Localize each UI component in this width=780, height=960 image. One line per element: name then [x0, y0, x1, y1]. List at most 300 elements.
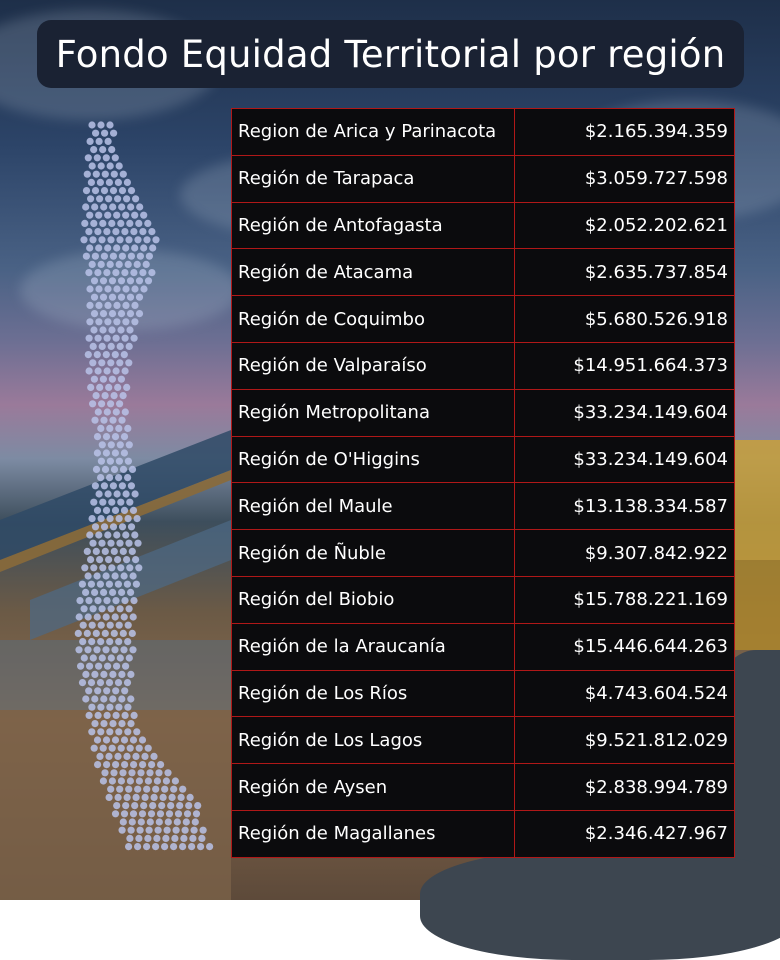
map-dot [92, 482, 99, 489]
map-dot [95, 663, 102, 670]
map-dot [96, 490, 103, 497]
map-dot [97, 704, 104, 711]
map-dot [113, 712, 120, 719]
map-dot [97, 679, 104, 686]
region-amount: $33.234.149.604 [515, 436, 735, 483]
map-dot [93, 466, 100, 473]
map-dot [97, 474, 104, 481]
map-dot [126, 605, 133, 612]
map-dot [98, 400, 105, 407]
map-dot [90, 499, 97, 506]
map-dot [146, 253, 153, 260]
map-dot [85, 269, 92, 276]
map-dot [127, 695, 134, 702]
map-dot [108, 654, 115, 661]
map-dot [129, 466, 136, 473]
map-dot [109, 294, 116, 301]
map-dot [103, 687, 110, 694]
map-dot [84, 630, 91, 637]
table-row [232, 764, 735, 811]
map-dot [99, 564, 106, 571]
map-dot [103, 507, 110, 514]
map-dot [106, 121, 113, 128]
map-dot [94, 351, 101, 358]
map-dot [99, 343, 106, 350]
map-dot [100, 695, 107, 702]
table-row [232, 155, 735, 202]
map-dot [122, 335, 129, 342]
map-dot [116, 786, 123, 793]
region-name: Región de Atacama [232, 249, 515, 296]
map-dot [111, 548, 118, 555]
map-dot [163, 777, 170, 784]
map-dot [110, 523, 117, 530]
map-dot [113, 367, 120, 374]
map-dot [104, 367, 111, 374]
region-amount: $2.165.394.359 [515, 109, 735, 156]
map-dot [120, 466, 127, 473]
map-dot [100, 777, 107, 784]
map-dot [86, 212, 93, 219]
map-dot [145, 777, 152, 784]
map-dot [129, 548, 136, 555]
map-dot [122, 212, 129, 219]
map-dot [102, 171, 109, 178]
map-dot [95, 302, 102, 309]
map-dot [120, 171, 127, 178]
region-name: Región de Los Lagos [232, 717, 515, 764]
map-dot [88, 179, 95, 186]
map-dot [104, 318, 111, 325]
map-dot [123, 490, 130, 497]
map-dot [111, 646, 118, 653]
map-dot [154, 777, 161, 784]
map-dot [110, 482, 117, 489]
map-dot [127, 203, 134, 210]
map-dot [93, 171, 100, 178]
map-dot [113, 802, 120, 809]
region-name: Región de Magallanes [232, 810, 515, 857]
map-dot [105, 195, 112, 202]
map-dot [118, 745, 125, 752]
map-dot [116, 261, 123, 268]
map-dot [90, 220, 97, 227]
map-dot [95, 244, 102, 251]
map-dot [100, 417, 107, 424]
map-dot [96, 556, 103, 563]
map-dot [126, 499, 133, 506]
map-dot [98, 458, 105, 465]
map-dot [109, 695, 116, 702]
map-dot [130, 810, 137, 817]
map-dot [84, 646, 91, 653]
map-dot [147, 818, 154, 825]
map-dot [152, 236, 159, 243]
map-dot [138, 818, 145, 825]
map-dot [116, 515, 123, 522]
map-dot [113, 244, 120, 251]
map-dot [79, 679, 86, 686]
map-dot [113, 212, 120, 219]
map-dot [146, 827, 153, 834]
map-dot [110, 187, 117, 194]
map-dot [172, 777, 179, 784]
map-dot [131, 712, 138, 719]
map-dot [101, 253, 108, 260]
map-dot [118, 203, 125, 210]
map-dot [89, 359, 96, 366]
map-dot [96, 753, 103, 760]
map-dot [94, 507, 101, 514]
map-dot [131, 244, 138, 251]
map-dot [198, 835, 205, 842]
map-dot [109, 745, 116, 752]
map-dot [116, 359, 123, 366]
map-dot [107, 458, 114, 465]
map-dot [110, 130, 117, 137]
map-dot [106, 728, 113, 735]
region-name: Región Metropolitana [232, 389, 515, 436]
map-dot [97, 638, 104, 645]
map-dot [179, 843, 186, 850]
map-dot [86, 367, 93, 374]
map-dot [122, 408, 129, 415]
map-dot [99, 220, 106, 227]
region-amount: $14.951.664.373 [515, 342, 735, 389]
region-amount: $33.234.149.604 [515, 389, 735, 436]
map-dot [187, 794, 194, 801]
map-dot [112, 613, 119, 620]
map-dot [108, 564, 115, 571]
map-dot [127, 671, 134, 678]
map-dot [121, 810, 128, 817]
map-dot [109, 376, 116, 383]
map-dot [106, 638, 113, 645]
map-dot [86, 302, 93, 309]
map-dot [104, 285, 111, 292]
map-dot [83, 187, 90, 194]
map-dot [89, 622, 96, 629]
map-dot [128, 769, 135, 776]
map-dot [100, 203, 107, 210]
map-dot [94, 761, 101, 768]
map-dot [93, 646, 100, 653]
map-dot [128, 187, 135, 194]
map-dot [118, 671, 125, 678]
map-dot [105, 138, 112, 145]
map-dot [200, 827, 207, 834]
map-dot [88, 728, 95, 735]
map-dot [109, 417, 116, 424]
map-dot [109, 589, 116, 596]
map-dot [173, 827, 180, 834]
region-name: Región de Aysen [232, 764, 515, 811]
map-dot [111, 630, 118, 637]
map-dot [96, 195, 103, 202]
map-dot [192, 818, 199, 825]
map-dot [133, 794, 140, 801]
map-dot [90, 146, 97, 153]
map-dot [122, 285, 129, 292]
map-dot [97, 425, 104, 432]
map-dot [125, 786, 132, 793]
map-dot [134, 540, 141, 547]
map-dot [93, 630, 100, 637]
map-dot [115, 728, 122, 735]
map-dot [83, 253, 90, 260]
map-dot [101, 769, 108, 776]
map-dot [98, 622, 105, 629]
map-dot [104, 212, 111, 219]
map-dot [127, 310, 134, 317]
map-dot [100, 720, 107, 727]
map-dot [135, 564, 142, 571]
map-dot [113, 663, 120, 670]
map-dot [82, 589, 89, 596]
map-dot [112, 810, 119, 817]
map-dot [121, 687, 128, 694]
map-dot [118, 376, 125, 383]
map-dot [127, 777, 134, 784]
map-dot [120, 548, 127, 555]
map-dot [117, 654, 124, 661]
map-dot [105, 384, 112, 391]
map-dot [88, 679, 95, 686]
map-dot [112, 269, 119, 276]
map-dot [120, 392, 127, 399]
map-dot [96, 384, 103, 391]
map-dot [110, 253, 117, 260]
table-row [232, 249, 735, 296]
map-dot [77, 663, 84, 670]
map-dot [94, 687, 101, 694]
map-dot [157, 761, 164, 768]
map-dot [135, 835, 142, 842]
map-dot [153, 835, 160, 842]
table-row [232, 670, 735, 717]
map-dot [90, 564, 97, 571]
map-dot [174, 818, 181, 825]
map-dot [125, 515, 132, 522]
map-dot [121, 761, 128, 768]
map-dot [115, 179, 122, 186]
map-dot [139, 269, 146, 276]
map-dot [89, 162, 96, 169]
map-dot [121, 736, 128, 743]
map-dot [95, 367, 102, 374]
map-dot [107, 786, 114, 793]
map-dot [108, 326, 115, 333]
map-dot [94, 154, 101, 161]
map-dot [130, 269, 137, 276]
map-dot [141, 753, 148, 760]
map-dot [109, 777, 116, 784]
title-banner [37, 20, 744, 88]
map-dot [113, 335, 120, 342]
map-dot [116, 458, 123, 465]
map-dot [127, 294, 134, 301]
map-dot [85, 228, 92, 235]
map-dot [94, 572, 101, 579]
map-dot [142, 794, 149, 801]
map-dot [117, 441, 124, 448]
map-dot [120, 646, 127, 653]
map-dot [105, 490, 112, 497]
table-row [232, 623, 735, 670]
map-dot [108, 343, 115, 350]
map-dot [167, 802, 174, 809]
map-dot [109, 310, 116, 317]
map-dot [123, 195, 130, 202]
map-dot [75, 646, 82, 653]
map-dot [121, 433, 128, 440]
region-amount: $15.446.644.263 [515, 623, 735, 670]
map-dot [85, 351, 92, 358]
page-title: Fondo Equidad Territorial por región [55, 32, 726, 76]
map-dot [113, 531, 120, 538]
map-dot [149, 802, 156, 809]
map-dot [91, 310, 98, 317]
map-dot [113, 318, 120, 325]
map-dot [94, 433, 101, 440]
map-dot [101, 130, 108, 137]
map-dot [107, 515, 114, 522]
map-dot [145, 277, 152, 284]
map-dot [111, 466, 118, 473]
map-dot [121, 228, 128, 235]
map-dot [107, 540, 114, 547]
map-dot [103, 351, 110, 358]
map-dot [139, 810, 146, 817]
map-dot [145, 745, 152, 752]
map-dot [103, 761, 110, 768]
region-amount: $9.521.812.029 [515, 717, 735, 764]
map-dot [115, 638, 122, 645]
map-dot [116, 162, 123, 169]
map-dot [125, 843, 132, 850]
map-dot [93, 392, 100, 399]
map-dot [124, 425, 131, 432]
map-dot [115, 474, 122, 481]
map-dot [122, 531, 129, 538]
map-dot [115, 581, 122, 588]
map-dot [115, 425, 122, 432]
map-dot [127, 720, 134, 727]
map-dot [113, 408, 120, 415]
map-dot [106, 794, 113, 801]
map-dot [116, 622, 123, 629]
map-dot [97, 581, 104, 588]
map-dot [130, 761, 137, 768]
map-dot [107, 400, 114, 407]
map-dot [152, 786, 159, 793]
map-dot [80, 622, 87, 629]
region-name: Región del Biobio [232, 576, 515, 623]
map-dot [128, 253, 135, 260]
region-amount: $2.052.202.621 [515, 202, 735, 249]
map-dot [118, 589, 125, 596]
map-dot [81, 564, 88, 571]
map-dot [95, 212, 102, 219]
map-dot [123, 556, 130, 563]
map-dot [102, 392, 109, 399]
map-dot [98, 359, 105, 366]
map-dot [112, 572, 119, 579]
map-dot [143, 843, 150, 850]
map-dot [112, 351, 119, 358]
map-dot [116, 236, 123, 243]
map-dot [92, 523, 99, 530]
map-dot [91, 745, 98, 752]
map-dot [137, 827, 144, 834]
map-dot [104, 302, 111, 309]
map-dot [88, 704, 95, 711]
map-dot [94, 228, 101, 235]
map-dot [176, 802, 183, 809]
map-dot [124, 179, 131, 186]
map-dot [119, 187, 126, 194]
map-dot [118, 294, 125, 301]
region-amount: $2.346.427.967 [515, 810, 735, 857]
map-dot [95, 335, 102, 342]
map-dot [128, 827, 135, 834]
map-dot [76, 597, 83, 604]
map-dot [117, 564, 124, 571]
map-dot [130, 736, 137, 743]
map-dot [126, 564, 133, 571]
region-amount: $2.635.737.854 [515, 249, 735, 296]
map-dot [121, 572, 128, 579]
map-dot [136, 277, 143, 284]
map-dot [101, 187, 108, 194]
map-dot [131, 318, 138, 325]
map-dot [91, 417, 98, 424]
map-dot [103, 433, 110, 440]
map-dot [94, 613, 101, 620]
map-dot [104, 335, 111, 342]
table-row [232, 342, 735, 389]
map-dot [124, 581, 131, 588]
map-dot [112, 761, 119, 768]
map-dot [81, 605, 88, 612]
region-name: Región de Valparaíso [232, 342, 515, 389]
region-name: Region de Arica y Parinacota [232, 109, 515, 156]
map-dot [109, 277, 116, 284]
map-dot [82, 203, 89, 210]
map-dot [113, 285, 120, 292]
map-dot [126, 326, 133, 333]
map-dot [112, 736, 119, 743]
map-dot [112, 433, 119, 440]
map-dot [182, 827, 189, 834]
map-dot [116, 540, 123, 547]
map-dot [107, 359, 114, 366]
map-dot [132, 753, 139, 760]
map-dot [120, 818, 127, 825]
map-dot [88, 638, 95, 645]
map-dot [85, 597, 92, 604]
map-dot [104, 712, 111, 719]
map-dot [197, 843, 204, 850]
map-dot [148, 228, 155, 235]
map-dot [121, 269, 128, 276]
table-row [232, 483, 735, 530]
map-dot [92, 187, 99, 194]
map-dot [85, 572, 92, 579]
map-dot [131, 212, 138, 219]
map-dot [107, 261, 114, 268]
map-dot [160, 794, 167, 801]
